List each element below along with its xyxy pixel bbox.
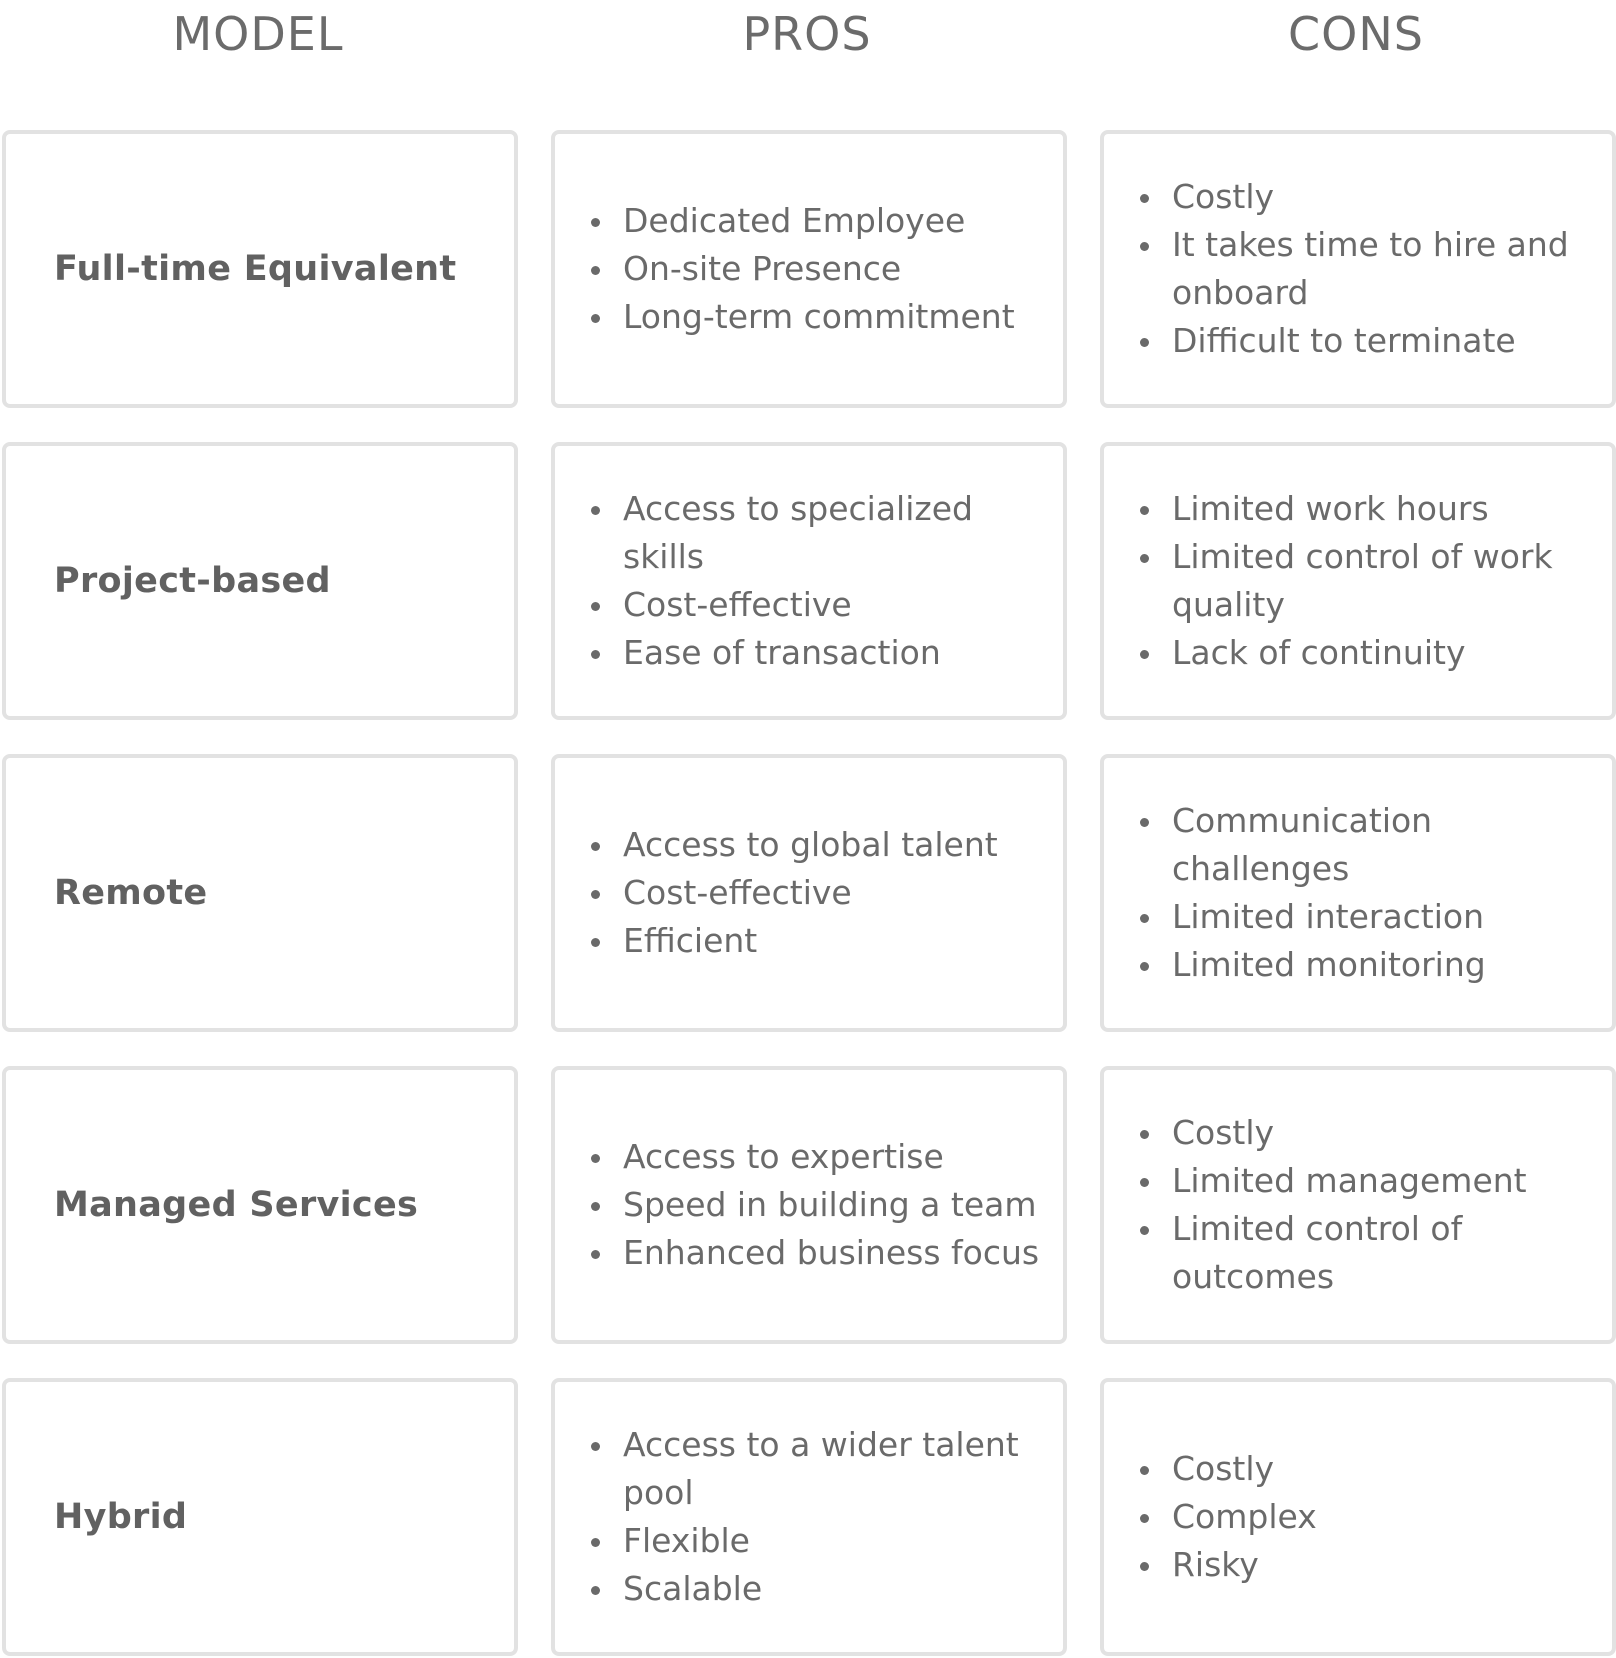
pros-item: Long-term commitment <box>623 293 1063 341</box>
cons-item: Limited monitoring <box>1172 941 1612 989</box>
model-label: Full-time Equivalent <box>54 249 457 289</box>
pros-item: Scalable <box>623 1565 1063 1613</box>
cons-item: Costly <box>1172 1109 1612 1157</box>
cons-item: Limited control of work quality <box>1172 533 1612 629</box>
cons-item: Risky <box>1172 1541 1612 1589</box>
cons-list <box>1104 1445 1612 1589</box>
row-remote <box>0 754 1616 1032</box>
pros-list <box>555 485 1063 677</box>
pros-item: Cost-effective <box>623 869 1063 917</box>
cons-item: Lack of continuity <box>1172 629 1612 677</box>
cons-item: Complex <box>1172 1493 1612 1541</box>
pros-item: On-site Presence <box>623 245 1063 293</box>
cons-cell <box>1100 130 1616 408</box>
model-label: Project-based <box>54 561 331 601</box>
cons-item: Costly <box>1172 1445 1612 1493</box>
cons-list <box>1104 173 1612 365</box>
pros-cell <box>551 1378 1067 1656</box>
row-full-time-equivalent <box>0 130 1616 408</box>
cons-item: Communication challenges <box>1172 797 1612 893</box>
cons-item: It takes time to hire and onboard <box>1172 221 1612 317</box>
pros-item: Ease of transaction <box>623 629 1063 677</box>
model-cell <box>2 1378 518 1656</box>
pros-item: Enhanced business focus <box>623 1229 1063 1277</box>
pros-cell <box>551 130 1067 408</box>
row-managed-services <box>0 1066 1616 1344</box>
row-project-based <box>0 442 1616 720</box>
model-cell <box>2 1066 518 1344</box>
model-cell <box>2 130 518 408</box>
pros-list <box>555 197 1063 341</box>
pros-item: Access to a wider talent pool <box>623 1421 1063 1517</box>
pros-list <box>555 821 1063 965</box>
cons-list <box>1104 797 1612 989</box>
pros-item: Dedicated Employee <box>623 197 1063 245</box>
model-cell <box>2 442 518 720</box>
pros-item: Flexible <box>623 1517 1063 1565</box>
model-label: Remote <box>54 873 208 913</box>
pros-cell <box>551 754 1067 1032</box>
pros-item: Cost-effective <box>623 581 1063 629</box>
pros-list <box>555 1133 1063 1277</box>
header-model: MODEL <box>172 7 344 61</box>
column-headers <box>0 0 1616 80</box>
header-cons: CONS <box>1288 7 1424 61</box>
cons-item: Limited management <box>1172 1157 1612 1205</box>
model-cell <box>2 754 518 1032</box>
cons-item: Limited interaction <box>1172 893 1612 941</box>
pros-item: Access to expertise <box>623 1133 1063 1181</box>
cons-item: Limited control of outcomes <box>1172 1205 1612 1301</box>
cons-item: Costly <box>1172 173 1612 221</box>
cons-cell <box>1100 1378 1616 1656</box>
row-hybrid <box>0 1378 1616 1656</box>
cons-cell <box>1100 1066 1616 1344</box>
cons-list <box>1104 1109 1612 1301</box>
pros-item: Access to global talent <box>623 821 1063 869</box>
cons-item: Difficult to terminate <box>1172 317 1612 365</box>
pros-item: Efficient <box>623 917 1063 965</box>
pros-item: Speed in building a team <box>623 1181 1063 1229</box>
cons-list <box>1104 485 1612 677</box>
cons-item: Limited work hours <box>1172 485 1612 533</box>
pros-cell <box>551 442 1067 720</box>
model-label: Managed Services <box>54 1185 419 1225</box>
model-label: Hybrid <box>54 1497 188 1537</box>
pros-item: Access to specialized skills <box>623 485 1063 581</box>
header-pros: PROS <box>742 7 872 61</box>
pros-cell <box>551 1066 1067 1344</box>
cons-cell <box>1100 442 1616 720</box>
pros-list <box>555 1421 1063 1613</box>
cons-cell <box>1100 754 1616 1032</box>
